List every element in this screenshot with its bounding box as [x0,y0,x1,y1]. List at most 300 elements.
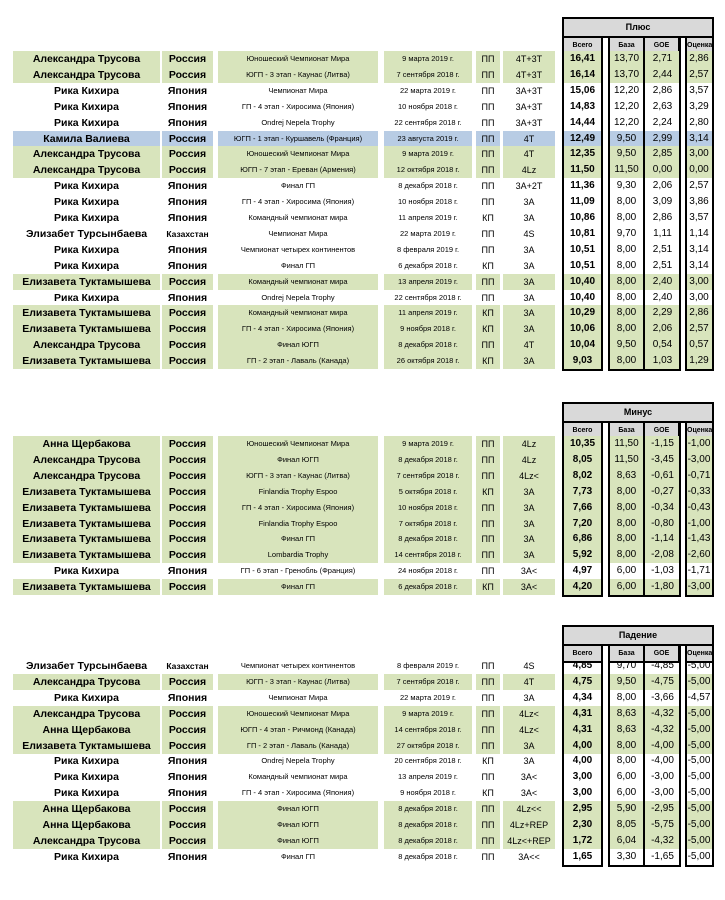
skater-name: Елизавета Туктамышева [13,484,160,500]
goe-value: -4,00 [645,738,680,754]
event-date: 7 сентября 2018 г. [384,674,472,690]
total-score: 4,00 [563,738,602,754]
table-row [0,500,725,516]
base-value: 8,00 [616,243,637,255]
country: Япония [167,691,208,704]
skater-name: Александра Трусова [13,337,160,353]
skater-name: Александра Трусова [13,51,160,67]
total-score: 4,00 [572,755,593,767]
event-date: 13 апреля 2019 г. [398,772,458,782]
goe-value: 2,06 [652,180,673,192]
element-code: 4Lz [503,436,555,452]
element-code: 3A [523,244,535,255]
event-name: Финал ГП [280,181,316,191]
element-code: 3A< [503,579,555,595]
event-date: 8 декабря 2018 г. [398,181,458,191]
table-row [0,99,725,115]
country: Россия [162,674,213,690]
element-code: 4T+3T [503,51,555,67]
column-divider [643,36,645,371]
segment: ПП [476,131,500,147]
judges-score: 1,14 [689,227,709,239]
judges-score: -1,71 [687,565,711,577]
segment: КП [476,321,500,337]
base-value: 8,00 [609,274,644,290]
table-row [0,801,725,817]
judges-score: -1,00 [686,516,712,532]
base-value: 11,50 [609,452,644,468]
country: Россия [162,452,213,468]
country: Россия [162,436,213,452]
goe-value: 2,99 [645,131,680,147]
judges-score: -5,00 [687,755,711,767]
segment: КП [482,260,494,271]
segment: ПП [481,566,495,577]
goe-value: 0,54 [645,337,680,353]
goe-value: 2,24 [652,116,673,128]
event-name: ГП - 4 этап - Хиросима (Япония) [241,788,355,798]
skater-name: Рика Кихира [54,116,119,129]
goe-value: 2,71 [645,51,680,67]
segment: ПП [481,101,495,112]
country: Россия [162,274,213,290]
country: Россия [162,833,213,849]
goe-value: 2,40 [645,274,680,290]
segment: ПП [476,801,500,817]
table-title: Падение [562,625,714,646]
skater-name: Александра Трусова [13,67,160,83]
table-row [0,146,725,162]
total-score: 15,06 [569,84,596,96]
total-score: 1,72 [563,833,602,849]
table-row [0,468,725,484]
event-date: 9 ноября 2018 г. [400,788,456,798]
total-score: 16,41 [563,51,602,67]
country: Казахстан [166,661,209,671]
element-code: 3A< [520,772,538,783]
event-name: Командный чемпионат мира [218,305,378,321]
table-row [0,162,725,178]
skater-name: Елизавета Туктамышева [13,321,160,337]
segment: ПП [481,117,495,128]
segment: ПП [476,468,500,484]
total-score: 4,31 [563,722,602,738]
event-date: 9 марта 2019 г. [384,706,472,722]
segment: ПП [481,692,495,703]
base-value: 6,00 [616,565,637,577]
table-row [0,436,725,452]
goe-value: 0,00 [645,162,680,178]
country: Япония [167,787,208,800]
total-score: 12,35 [563,146,602,162]
country: Япония [167,100,208,113]
goe-value: -4,32 [645,722,680,738]
table-row [0,452,725,468]
table-title: Минус [562,402,714,423]
goe-value: 1,11 [653,227,672,239]
skater-name: Рика Кихира [54,196,119,209]
goe-value: -4,32 [645,833,680,849]
table-row [0,194,725,210]
country: Япония [167,291,208,304]
table-row [0,531,725,547]
base-value: 8,00 [609,516,644,532]
segment: ПП [481,85,495,96]
element-code: 4T [503,131,555,147]
judges-score: -5,00 [687,660,711,671]
skater-name: Елизавета Туктамышева [13,531,160,547]
total-score: 16,14 [563,67,602,83]
goe-value: 2,86 [652,84,673,96]
skater-name: Елизавета Туктамышева [13,353,160,369]
column-header-total: Всего [562,644,603,663]
event-date: 7 сентября 2018 г. [384,468,472,484]
goe-value: -0,27 [645,484,680,500]
base-value: 9,50 [609,131,644,147]
goe-value: 2,63 [652,100,673,112]
element-code: 3A [523,213,535,223]
judges-score: -5,00 [686,674,712,690]
event-date: 8 февраля 2019 г. [396,244,460,254]
total-score: 14,44 [569,116,596,128]
column-header-total: Всего [562,421,603,440]
base-value: 6,00 [609,579,644,595]
segment: ПП [481,772,495,783]
total-score: 7,73 [563,484,602,500]
country: Россия [162,801,213,817]
skater-name: Рика Кихира [54,291,119,304]
element-code: 3A [503,547,555,563]
segment: КП [476,353,500,369]
event-name: Чемпионат Мира [268,692,328,702]
country: Россия [162,51,213,67]
segment: ПП [481,228,495,239]
column-header-goe: GOE [643,421,680,440]
judges-score: 3,86 [689,196,709,208]
skater-name: Рика Кихира [54,212,119,224]
skater-name: Александра Трусова [13,674,160,690]
judges-score: 2,57 [686,321,712,337]
base-value: 9,50 [609,337,644,353]
judges-score: 3,29 [689,100,709,112]
element-code: 4S [523,228,535,239]
event-name: Финал ЮГП [218,833,378,849]
judges-score: -2,60 [686,547,712,563]
goe-value: -1,65 [651,850,674,862]
segment: ПП [481,661,495,671]
element-code: 4S [523,661,535,671]
total-score: 10,35 [563,436,602,452]
skater-name: Елизавета Туктамышева [13,579,160,595]
segment: ПП [476,146,500,162]
element-code: 4Lz< [503,706,555,722]
table-row [0,658,725,674]
goe-value: 2,86 [652,212,673,223]
table-row [0,833,725,849]
judges-score: 3,00 [686,146,712,162]
column-header-base: База [608,644,645,663]
segment: ПП [476,436,500,452]
judges-score: 2,80 [689,116,709,128]
country: Япония [167,84,208,97]
column-header-base: База [608,36,645,55]
element-code: 4T [503,674,555,690]
skater-name: Анна Щербакова [13,817,160,833]
segment: ПП [481,292,495,303]
country: Япония [167,771,208,784]
total-score: 4,97 [572,565,593,577]
country: Япония [167,212,208,224]
segment: ПП [476,817,500,833]
segment: ПП [481,851,495,862]
base-value: 8,00 [609,531,644,547]
total-score: 3,00 [572,771,593,783]
table-row [0,579,725,595]
segment: ПП [476,452,500,468]
country: Япония [167,565,208,578]
event-name: Юношеский Чемпионат Мира [218,436,378,452]
total-score: 1,65 [572,850,593,862]
segment: ПП [476,706,500,722]
total-score: 4,20 [563,579,602,595]
element-code: 3A [503,274,555,290]
goe-value: -3,45 [645,452,680,468]
base-value: 8,63 [609,706,644,722]
country: Япония [167,243,208,256]
judges-score: -0,71 [686,468,712,484]
skater-name: Елизавета Туктамышева [13,274,160,290]
base-value: 8,00 [609,484,644,500]
event-name: ЮГП - 3 этап - Каунас (Литва) [218,67,378,83]
base-value: 8,63 [609,722,644,738]
event-date: 7 октября 2018 г. [384,516,472,532]
country: Россия [162,817,213,833]
skater-name: Анна Щербакова [13,722,160,738]
segment: ПП [476,67,500,83]
base-value: 8,63 [609,468,644,484]
event-name: ЮГП - 3 этап - Каунас (Литва) [218,468,378,484]
event-name: ГП - 4 этап - Хиросима (Япония) [218,321,378,337]
total-score: 11,36 [570,180,595,192]
skater-name: Рика Кихира [54,691,119,704]
skater-name: Рика Кихира [54,771,119,784]
event-name: ЮГП - 3 этап - Каунас (Литва) [218,674,378,690]
table-row [0,115,725,131]
goe-value: -0,34 [645,500,680,516]
event-date: 22 марта 2019 г. [399,692,457,702]
table-row [0,305,725,321]
goe-value: 2,40 [652,291,673,303]
element-code: 4Lz [503,452,555,468]
segment: КП [476,305,500,321]
event-date: 8 декабря 2018 г. [384,833,472,849]
total-score: 4,85 [572,660,593,671]
judges-score: -3,00 [686,579,712,595]
total-score: 11,50 [563,162,602,178]
segment: ПП [476,162,500,178]
event-name: Finlandia Trophy Espoo [218,516,378,532]
event-date: 20 сентября 2018 г. [394,756,462,766]
event-date: 11 апреля 2019 г. [384,305,472,321]
judges-score: 0,57 [686,337,712,353]
element-code: 3A+3T [515,85,543,96]
judges-score: -5,00 [686,833,712,849]
goe-value: 2,29 [645,305,680,321]
skater-name: Елизавета Туктамышева [13,547,160,563]
table-row [0,674,725,690]
base-value: 8,00 [609,353,644,369]
table-row [0,547,725,563]
event-name: ЮГП - 4 этап - Ричмонд (Канада) [218,722,378,738]
column-divider [643,421,645,597]
event-date: 8 декабря 2018 г. [384,817,472,833]
goe-value: -3,66 [651,691,674,703]
segment: КП [482,756,494,767]
column-header-score: Оценка [685,36,714,55]
judges-score: -1,00 [686,436,712,452]
event-date: 6 декабря 2018 г. [398,260,458,270]
element-code: 3A [503,305,555,321]
table-row [0,51,725,67]
event-name: ЮГП - 1 этап - Куршавель (Франция) [218,131,378,147]
event-date: 10 ноября 2018 г. [384,500,472,516]
judges-score: 0,00 [686,162,712,178]
table-row [0,738,725,754]
base-value: 8,00 [609,547,644,563]
base-value: 6,00 [616,771,637,783]
segment: ПП [476,722,500,738]
country: Россия [162,500,213,516]
country: Россия [162,547,213,563]
skater-name: Камила Валиева [13,131,160,147]
skater-name: Рика Кихира [54,565,119,578]
base-value: 9,70 [616,227,637,239]
country: Россия [162,146,213,162]
element-code: 4T+3T [503,67,555,83]
total-score: 7,20 [563,516,602,532]
judges-score: -5,00 [687,850,711,862]
segment: ПП [476,337,500,353]
event-name: Финал ЮГП [218,337,378,353]
skater-name: Рика Кихира [54,755,119,768]
judges-score: 3,00 [689,291,709,303]
skater-name: Александра Трусова [13,146,160,162]
element-code: 3A [503,500,555,516]
goe-value: -4,85 [651,660,674,671]
base-value: 12,20 [613,84,640,96]
country: Россия [162,579,213,595]
skater-name: Рика Кихира [54,84,119,97]
event-date: 10 ноября 2018 г. [398,197,458,207]
element-code: 3A< [520,566,538,577]
event-date: 9 марта 2019 г. [384,146,472,162]
skater-name: Александра Трусова [13,452,160,468]
event-date: 8 декабря 2018 г. [384,531,472,547]
judges-score: -5,00 [686,817,712,833]
base-value: 8,00 [616,755,637,767]
goe-value: -2,95 [645,801,680,817]
element-code: 3A [523,197,535,208]
table-title: Плюс [562,17,714,38]
table-row [0,722,725,738]
skater-name: Александра Трусова [13,706,160,722]
total-score: 10,51 [569,243,596,255]
event-date: 12 октября 2018 г. [384,162,472,178]
base-value: 8,00 [616,212,637,223]
total-score: 14,83 [569,100,596,112]
judges-score: 1,29 [686,353,712,369]
column-header-score: Оценка [685,421,714,440]
event-date: 5 октября 2018 г. [384,484,472,500]
column-header-goe: GOE [643,644,680,663]
event-name: ЮГП - 7 этап - Ереван (Армения) [218,162,378,178]
table-row [0,290,725,306]
table-row [0,321,725,337]
judges-score: -1,43 [686,531,712,547]
event-date: 8 февраля 2019 г. [396,661,460,670]
event-name: Lombardia Trophy [218,547,378,563]
total-score: 10,40 [563,274,602,290]
event-name: Финал ЮГП [218,817,378,833]
country: Япония [167,755,208,768]
base-value: 8,00 [609,305,644,321]
total-score: 2,95 [563,801,602,817]
base-value: 8,00 [616,691,637,703]
base-value: 8,00 [609,738,644,754]
base-value: 8,05 [609,817,644,833]
base-value: 11,50 [609,436,644,452]
base-value: 8,00 [609,321,644,337]
country: Япония [167,180,208,193]
base-value: 8,00 [616,196,637,208]
segment: ПП [476,738,500,754]
event-date: 22 марта 2019 г. [399,228,457,238]
segment: ПП [476,51,500,67]
base-value: 5,90 [609,801,644,817]
goe-value: 1,03 [645,353,680,369]
event-name: Чемпионат четырех континентов [240,244,356,254]
event-date: 26 октября 2018 г. [384,353,472,369]
event-name: Финал ГП [218,579,378,595]
segment: КП [482,213,494,223]
table-row [0,484,725,500]
skater-name: Рика Кихира [54,100,119,113]
base-value: 11,50 [609,162,644,178]
goe-value: -0,80 [645,516,680,532]
segment: ПП [476,833,500,849]
judges-score: -0,33 [686,484,712,500]
event-name: Чемпионат Мира [268,85,328,95]
total-score: 12,49 [563,131,602,147]
event-date: 9 марта 2019 г. [384,51,472,67]
table-row [0,242,725,258]
element-code: 4Lz< [503,722,555,738]
column-header-goe: GOE [643,36,680,55]
skater-name: Анна Щербакова [13,436,160,452]
table-row [0,67,725,83]
skater-name: Элизабет Турсынбаева [25,227,148,240]
event-date: 14 сентября 2018 г. [384,547,472,563]
element-code: 3A [523,292,535,303]
judges-score: -5,00 [686,706,712,722]
element-code: 3A [503,484,555,500]
judges-score: 3,57 [689,84,709,96]
event-name: Финал ГП [218,531,378,547]
total-score: 3,00 [572,787,593,799]
event-date: 7 сентября 2018 г. [384,67,472,83]
element-code: 3A [523,692,535,703]
event-name: Финал ГП [280,260,316,270]
